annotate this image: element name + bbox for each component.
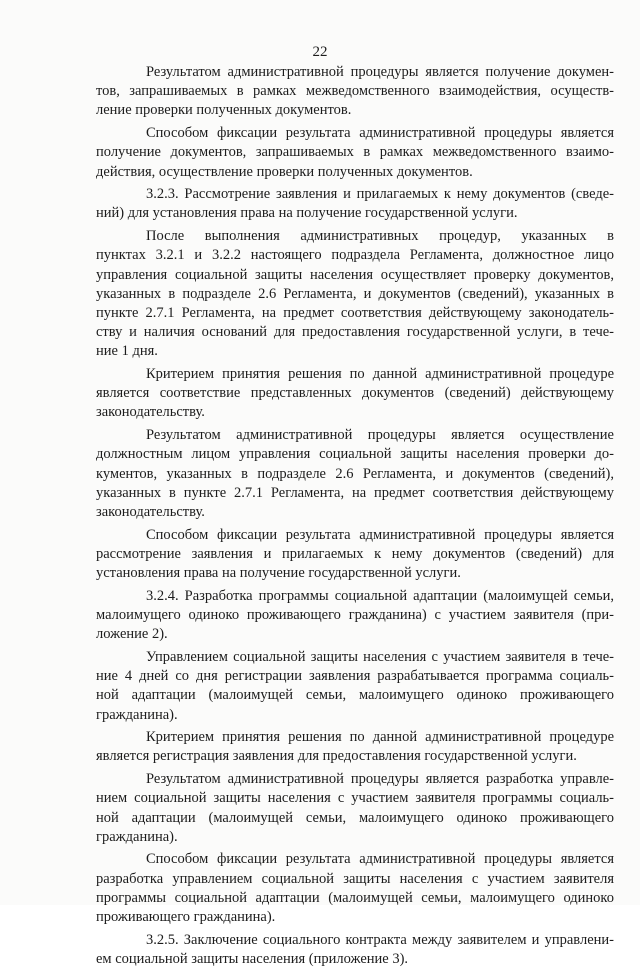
text-line: ем социальной защиты населения (приложение 3). (96, 950, 409, 967)
text-line: проживающего гражданина). (96, 909, 276, 926)
paragraph (96, 931, 614, 969)
paragraph (96, 426, 614, 522)
text-line: программы социальной адаптации (малоимущей семьи, малоимущего одиноко (96, 889, 614, 906)
paragraph (96, 648, 614, 725)
text-line: Критерием принятия решения по данной административной процедуре (146, 729, 614, 746)
text-line: законодательству. (96, 404, 205, 421)
text-line: пункте 2.7.1 Регламента, на предмет соответствия действующему законодатель- (96, 304, 614, 321)
text-line: указанных в подразделе 2.6 Регламента, и документов (сведений), указанных в (96, 285, 614, 302)
text-line: 3.2.5. Заключение социального контракта между заявителем и управлени- (146, 931, 614, 948)
paragraph (96, 526, 614, 584)
paragraph (96, 770, 614, 847)
text-line: ние 1 дня. (96, 343, 158, 360)
text-line: Способом фиксации результата административной процедуры является (146, 851, 614, 868)
text-line: является соответствие представленных документов (сведений) действующему (96, 385, 614, 402)
paragraph (96, 124, 614, 182)
text-line: 3.2.3. Рассмотрение заявления и прилагаемых к нему документов (сведе- (146, 186, 614, 203)
text-line: Критерием принятия решения по данной административной процедуре (146, 366, 614, 383)
text-line: рассмотрение заявления и прилагаемых к нему документов (сведений) для (96, 545, 614, 562)
text-line: ние 4 дней со дня регистрации заявления разрабатывается программа социаль- (96, 668, 614, 685)
text-line: ству и наличия оснований для предоставления государственной услуги, в тече- (96, 324, 614, 341)
document-body (96, 63, 614, 973)
text-line: Управлением социальной защиты населения с участием заявителя в тече- (146, 648, 614, 665)
text-line: законодательству. (96, 503, 205, 520)
paragraph (96, 185, 614, 223)
text-line: ний) для установления права на получение государственной услуги. (96, 205, 518, 222)
text-line: Способом фиксации результата административной процедуры является (146, 526, 614, 543)
paragraph (96, 365, 614, 423)
text-line: ной адаптации (малоимущей семьи, малоимущего одиноко проживающего (96, 687, 614, 704)
text-line: должностным лицом управления социальной защиты населения проверки до- (96, 446, 614, 463)
paragraph (96, 63, 614, 121)
text-line: ной адаптации (малоимущей семьи, малоимущего одиноко проживающего (96, 809, 614, 826)
text-line: действия, осуществление проверки полученных документов. (96, 163, 473, 180)
text-line: гражданина). (96, 706, 178, 723)
text-line: установления права на получение государственной услуги. (96, 565, 461, 582)
text-line: получение документов, запрашиваемых в рамках межведомственного взаимо- (96, 144, 614, 161)
page-number: 22 (312, 44, 328, 60)
text-line: Результатом административной процедуры является получение докумен- (146, 64, 614, 80)
text-line: ление проверки полученных документов. (96, 102, 352, 119)
text-line: ложение 2). (96, 626, 168, 643)
text-line: тов, запрашиваемых в рамках межведомственного взаимодействия, осуществ- (96, 83, 614, 100)
paragraph (96, 587, 614, 645)
paragraph (96, 850, 614, 927)
text-line: разработка управлением социальной защиты населения с участием заявителя (96, 870, 614, 887)
paragraph (96, 227, 614, 361)
text-line: является регистрация заявления для предоставления государственной услуги. (96, 748, 577, 765)
paragraph (96, 728, 614, 766)
text-line: пунктах 3.2.1 и 3.2.2 настоящего подраздела Регламента, должностное лицо (96, 247, 614, 264)
text-line: кументов, указанных в подразделе 2.6 Регламента, и документов (сведений), (96, 465, 614, 482)
text-line: Способом фиксации результата административной процедуры является (146, 125, 614, 142)
text-line: Результатом административной процедуры является осуществление (146, 427, 614, 444)
text-line: управления социальной защиты населения осуществляет проверку документов, (96, 266, 614, 283)
text-line: гражданина). (96, 828, 178, 845)
text-line: нием социальной защиты населения с участием заявителя программы социаль- (96, 790, 614, 807)
text-line: После выполнения административных процедур, указанных в (146, 228, 614, 245)
text-line: Результатом административной процедуры является разработка управле- (146, 771, 614, 788)
text-line: указанных в пункте 2.7.1 Регламента, на предмет соответствия действующему (96, 484, 614, 501)
text-line: малоимущего одиноко проживающего гражданина) с участием заявителя (при- (96, 606, 614, 623)
text-line: 3.2.4. Разработка программы социальной адаптации (малоимущей семьи, (146, 587, 614, 604)
